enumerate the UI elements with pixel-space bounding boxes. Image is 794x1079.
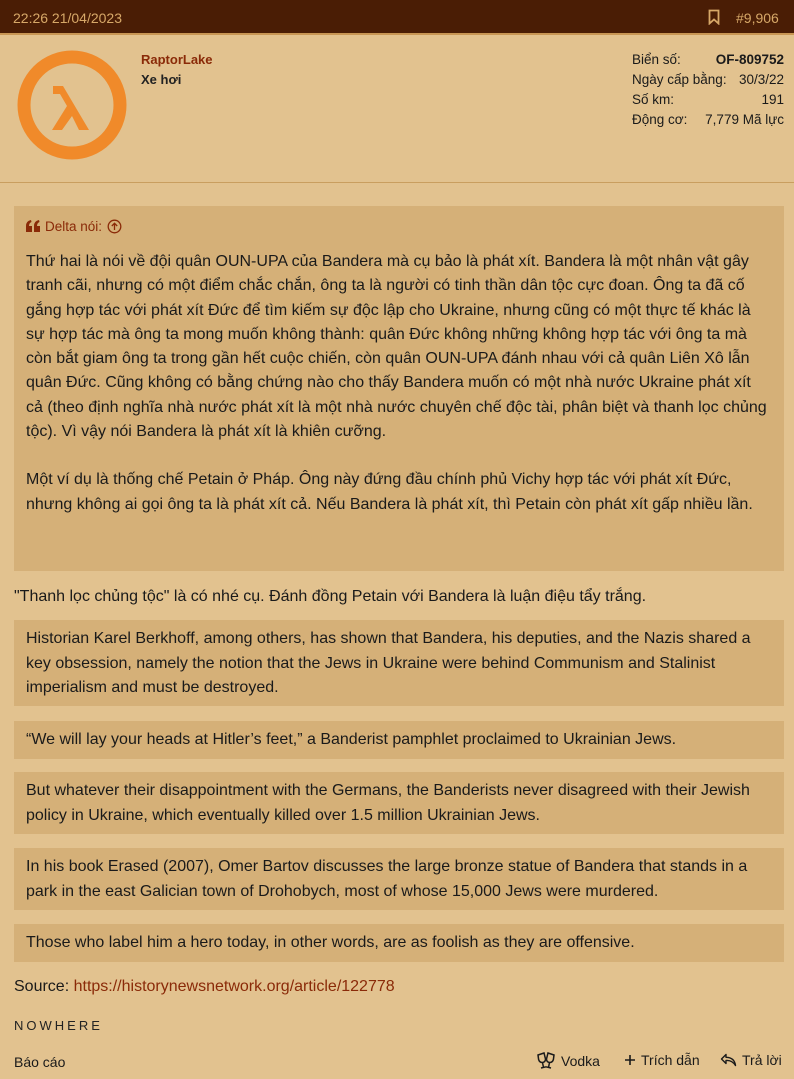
blockquote: In his book Erased (2007), Omer Bartov discusses the large bronze statue of Bandera that stands in a park in the east Galician town of Drohobych, most of whose 15,000 Jews were murdered. [14,848,784,910]
stat-label: Biển số: [632,52,681,67]
user-title: Xe hơi [141,72,182,87]
reply-label: Trả lời [742,1052,782,1068]
post-timestamp[interactable]: 22:26 21/04/2023 [13,10,122,26]
quote-author[interactable]: Delta nói: [45,218,103,234]
username-link[interactable]: RaptorLake [141,52,213,67]
source-link[interactable]: https://historynewsnetwork.org/article/122778 [73,978,395,995]
reply-text: "Thanh lọc chủng tộc" là có nhé cụ. Đánh đồng Petain với Bandera là luận điệu tẩy trắng. [14,588,647,605]
stat-label: Ngày cấp bằng: [632,72,727,87]
post-footer [0,1048,794,1079]
stat-plate [632,52,784,72]
reply-arrow-icon [720,1053,737,1067]
post-number-link[interactable]: #9,906 [736,10,779,26]
blockquote: “We will lay your heads at Hitler’s feet,” a Banderist pamphlet proclaimed to Ukrainian Jews. [14,721,784,759]
quote-button[interactable] [624,1052,700,1068]
quote-marks-icon [26,220,40,232]
lambda-logo-icon [17,50,127,160]
stat-label: Động cơ: [632,112,688,127]
quote-label: Trích dẫn [641,1052,700,1068]
report-link[interactable]: Báo cáo [14,1054,66,1070]
stat-label: Số km: [632,92,675,107]
user-stats [632,52,784,132]
stat-value: 7,779 Mã lực [705,112,784,127]
reaction-label: Vodka [561,1053,600,1069]
avatar[interactable] [17,50,127,160]
stat-join-date [632,72,784,92]
quoted-post [14,206,784,571]
user-info-block [0,35,794,183]
source-line [14,976,395,998]
cheers-glasses-icon [536,1052,556,1070]
quote-paragraph: Thứ hai là nói về đội quân OUN-UPA của Bandera mà cụ bảo là phát xít. Bandera là một nhân vật gây tranh cãi, nhưng có một điểm chắc chắn, ông ta là người có tinh thần dân tộc cực đoan. Ông ta đã cố gắng hợp tác với phát xít Đức để tìm kiếm sự độc lập cho Ukraine, nhưng cũng có một thực tế khác là sự hợp tác mà ông ta mong muốn không thành: quân Đức không những không hợp tác với ông ta mà còn bắt giam ông ta trong gần hết cuộc chiến, còn quân OUN-UPA đánh nhau với cả quân Liên Xô lẫn quân Đức. Cũng không có bằng chứng nào cho thấy Bandera muốn có một nhà nước Ukraine phát xít cả (theo định nghĩa nhà nước phát xít là một nhà nước chuyên chế độc tài, phân biệt và thanh lọc chủng tộc). Vì vậy nói Bandera là phát xít là khiên cưỡng. [26,253,767,441]
stat-value: 191 [761,92,784,107]
source-label: Source: [14,978,70,995]
stat-value: 30/3/22 [738,72,784,87]
reply-button[interactable] [720,1052,782,1068]
bookmark-icon[interactable] [708,9,720,25]
blockquote: But whatever their disappointment with the Germans, the Banderists never disagreed with their Jewish policy in Ukraine, which eventually killed over 1.5 million Ukrainian Jews. [14,772,784,834]
reaction-button[interactable] [536,1052,600,1070]
stat-value: OF-809752 [715,52,784,67]
stat-km [632,92,784,112]
stat-engine [632,112,784,132]
blockquote: Those who label him a hero today, in other words, are as foolish as they are offensive. [14,924,784,962]
blockquote: Historian Karel Berkhoff, among others, has shown that Bandera, his deputies, and the Nazis shared a key obsession, namely the notion that the Jews in Ukraine were behind Communism and Stalinist imperialism and must be destroyed. [14,620,784,706]
user-signature: NOWHERE [14,1018,103,1033]
quote-paragraph: Một ví dụ là thống chế Petain ở Pháp. Ông này đứng đầu chính phủ Vichy hợp tác với phát xít Đức, nhưng không ai gọi ông ta là phát xít cả. Nếu Bandera là phát xít, thì Petain còn phát xít gấp nhiều lần. [26,471,753,513]
arrow-up-circle-icon[interactable] [107,219,122,234]
post-header-bar [0,0,794,35]
plus-icon [624,1054,636,1066]
quote-header[interactable] [26,216,772,236]
quote-body [26,250,772,517]
